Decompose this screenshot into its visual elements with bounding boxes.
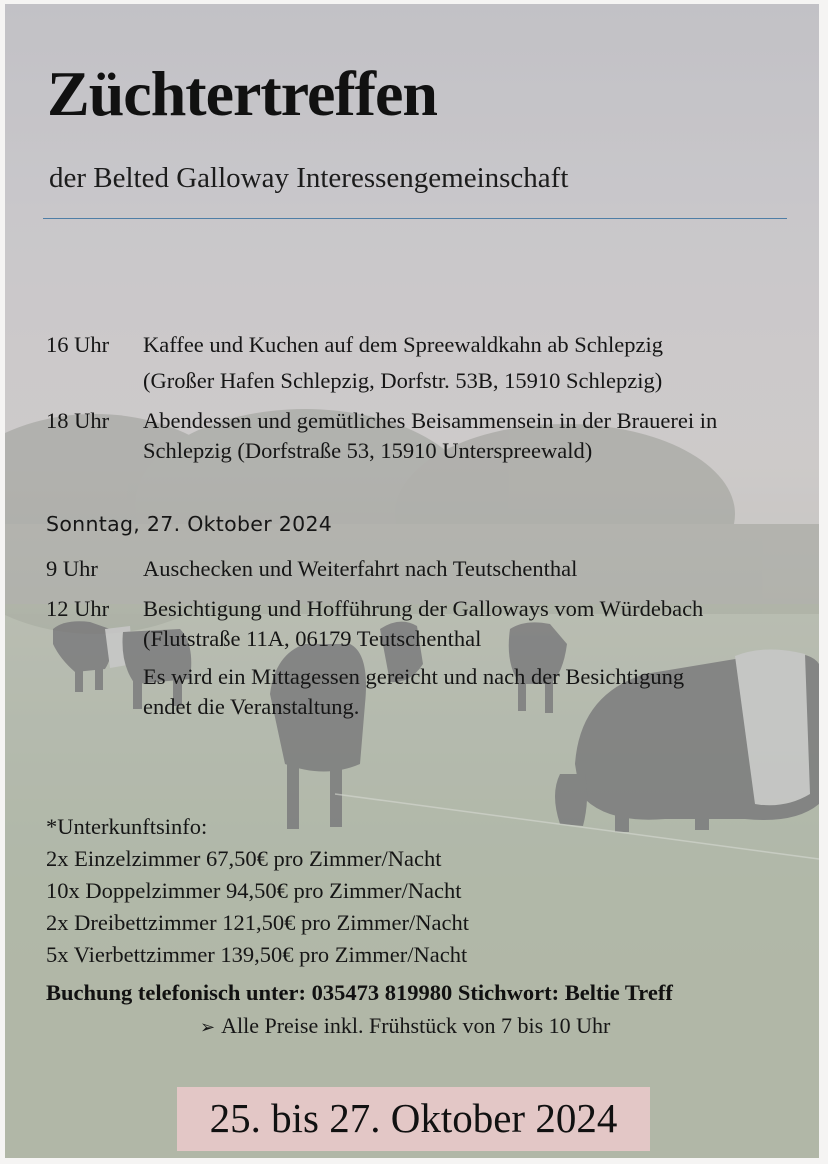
event-dates-banner bbox=[177, 1087, 650, 1151]
schedule-line: endet die Veranstaltung. bbox=[143, 694, 360, 719]
room-offer: 5x Vierbettzimmer 139,50€ pro Zimmer/Nacht bbox=[46, 942, 468, 967]
flyer-sheet bbox=[5, 4, 819, 1158]
prices-note bbox=[200, 1011, 610, 1043]
schedule-line: Es wird ein Mittagessen gereicht und nach der Besichtigung bbox=[143, 664, 685, 689]
sunday-heading: Sonntag, 27. Oktober 2024 bbox=[46, 512, 333, 536]
schedule-description bbox=[143, 662, 813, 722]
schedule-description bbox=[143, 554, 813, 584]
schedule-time: 16 Uhr bbox=[46, 332, 110, 357]
schedule-line: Abendessen und gemütliches Beisammensein in der Brauerei in bbox=[143, 408, 718, 433]
schedule-time: 18 Uhr bbox=[46, 408, 110, 433]
arrow-bullet-icon: ➢ bbox=[200, 1017, 216, 1038]
schedule-line: Schlepzig (Dorfstraße 53, 15910 Unterspreewald) bbox=[143, 438, 593, 463]
schedule-time: 12 Uhr bbox=[46, 596, 110, 621]
schedule-note bbox=[46, 662, 813, 722]
booking-phone-info: Buchung telefonisch unter: 035473 819980 Stichwort: Beltie Treff bbox=[46, 980, 673, 1005]
prices-note-text: Alle Preise inkl. Frühstück von 7 bis 10 Uhr bbox=[221, 1013, 611, 1038]
schedule-line: Besichtigung und Hofführung der Galloways vom Würdebach bbox=[143, 596, 704, 621]
schedule-description bbox=[143, 330, 813, 396]
title-divider bbox=[43, 218, 787, 219]
flyer-title: Züchtertreffen bbox=[47, 58, 437, 129]
schedule-line: (Flutstraße 11A, 06179 Teutschenthal bbox=[143, 626, 482, 651]
schedule-item bbox=[46, 406, 813, 466]
event-dates: 25. bis 27. Oktober 2024 bbox=[209, 1095, 618, 1141]
schedule-description bbox=[143, 594, 813, 654]
room-offer: 2x Dreibettzimmer 121,50€ pro Zimmer/Nacht bbox=[46, 910, 470, 935]
accommodation-heading: *Unterkunftsinfo: bbox=[46, 814, 208, 839]
schedule-item bbox=[46, 554, 813, 584]
room-offer: 2x Einzelzimmer 67,50€ pro Zimmer/Nacht bbox=[46, 846, 442, 871]
flyer-subtitle: der Belted Galloway Interessengemeinschaft bbox=[49, 162, 569, 194]
schedule-line: Kaffee und Kuchen auf dem Spreewaldkahn ab Schlepzig bbox=[143, 332, 664, 357]
flyer-content bbox=[5, 4, 819, 1158]
schedule-item bbox=[46, 330, 813, 393]
schedule-time: 9 Uhr bbox=[46, 556, 98, 581]
schedule-description bbox=[143, 406, 813, 466]
schedule-line: Auschecken und Weiterfahrt nach Teutschenthal bbox=[143, 556, 578, 581]
room-offer: 10x Doppelzimmer 94,50€ pro Zimmer/Nacht bbox=[46, 878, 462, 903]
schedule-item bbox=[46, 594, 813, 654]
schedule-line: (Großer Hafen Schlepzig, Dorfstr. 53B, 15910 Schlepzig) bbox=[143, 368, 663, 393]
